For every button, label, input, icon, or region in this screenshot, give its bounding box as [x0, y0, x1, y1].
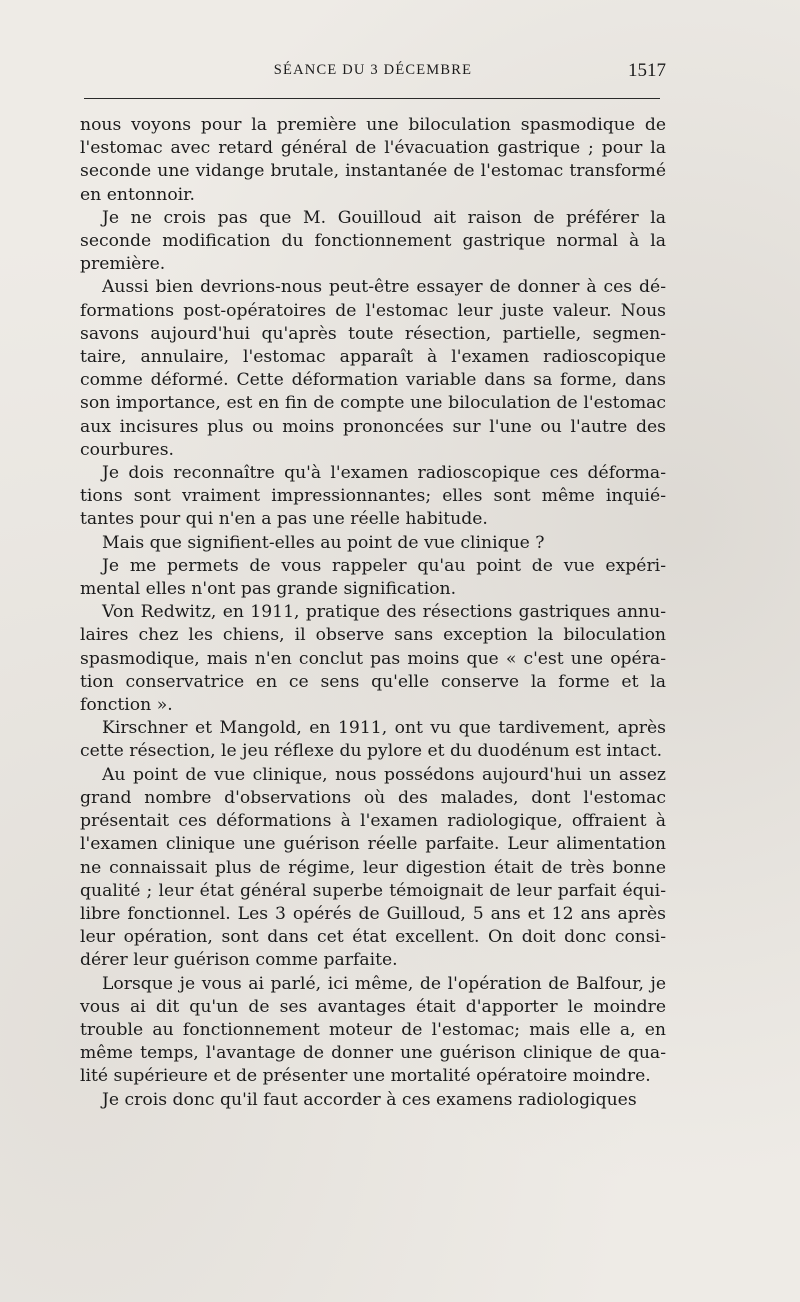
- paragraph-8: Kirschner et Mangold, en 1911, ont vu que tardivement, après cette résection, le jeu réflexe du pylore et du duodénum est intact.: [80, 718, 666, 762]
- paragraph-4: Je dois reconnaître qu'à l'examen radioscopique ces déformations sont vraiment impressionnantes; elles sont même inquiétantes pour qui n'en a pas une réelle habitude.: [80, 463, 666, 530]
- paragraph-5: Mais que signifient-elles au point de vue clinique ?: [102, 532, 545, 553]
- paragraph-2: Je ne crois pas que M. Gouilloud ait raison de préférer la seconde modification du fonctionnement gastrique normal à la première.: [80, 207, 666, 275]
- paragraph-6: Je me permets de vous rappeler qu'au point de vue expérimental elles n'ont pas grande signification.: [80, 555, 666, 600]
- paragraph-3: Aussi bien devrions-nous peut-être essayer de donner à ces déformations post-opératoires de l'estomac leur juste valeur. Nous savons aujourd'hui qu'après toute résection, partielle, segmentaire, annulaire, l'estomac apparaît à l'examen radioscopique comme déformé. Cette déformation variable dans sa forme, dans son importance, est en fin de compte une biloculation de l'estomac aux incisures plus ou moins prononcées sur l'une ou l'autre des courbures.: [80, 277, 666, 460]
- page-header: [80, 62, 666, 84]
- paragraph-1: nous voyons pour la première une biloculation spasmodique de l'estomac avec retard général de l'évacuation gastrique ; pour la seconde une vidange brutale, instantanée de l'estomac transformé en entonnoir.: [80, 115, 666, 205]
- paragraph-11: Je crois donc qu'il faut accorder à ces examens radiologiques: [102, 1089, 637, 1110]
- running-title: SÉANCE DU 3 DÉCEMBRE: [273, 62, 473, 78]
- header-rule: [84, 98, 660, 99]
- page-number: 1517: [628, 60, 666, 81]
- paragraph-7: Von Redwitz, en 1911, pratique des résections gastriques annulaires chez les chiens, il observe sans exception la biloculation spasmodique, mais n'en conclut pas moins que « c'est une opération conservatrice en ce sens qu'elle conserve la forme et la fonction ».: [80, 602, 666, 716]
- body-text: [80, 114, 666, 1112]
- paragraph-9: Au point de vue clinique, nous possédons aujourd'hui un assez grand nombre d'observations où des malades, dont l'estomac présentait ces déformations à l'examen radiologique, offraient à l'examen clinique une guérison réelle parfaite. Leur alimentation ne connaissait plus de régime, leur digestion était de très bonne qualité ; leur état général superbe témoignait de leur parfait équilibre fonctionnel. Les 3 opérés de Guilloud, 5 ans et 12 ans après leur opération, sont dans cet état excellent. On doit donc considérer leur guérison comme parfaite.: [80, 764, 666, 971]
- paragraph-10: Lorsque je vous ai parlé, ici même, de l'opération de Balfour, je vous ai dit qu'un de ses avantages était d'apporter le moindre trouble au fonctionnement moteur de l'estomac; mais elle a, en même temps, l'avantage de donner une guérison clinique de qualité supérieure et de présenter une mortalité opératoire moindre.: [80, 973, 666, 1087]
